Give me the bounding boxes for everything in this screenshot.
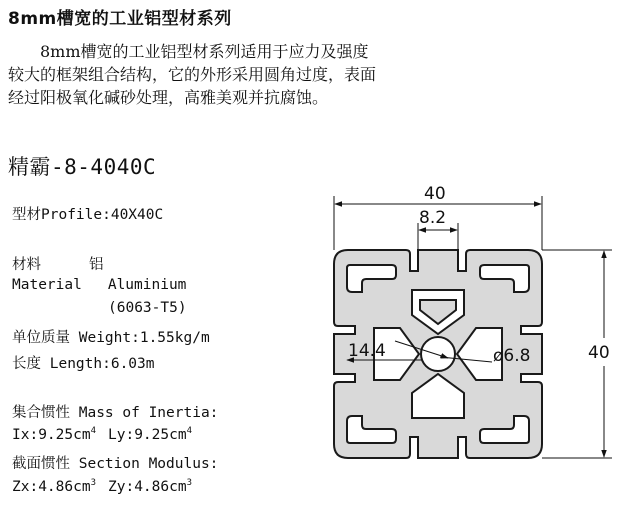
height-dim-label: 40 [588, 343, 610, 363]
zx-value: Zx:4.86cm [12, 479, 91, 495]
ix-exponent: 4 [90, 426, 96, 436]
zy-exponent: 3 [186, 478, 192, 488]
material-cn-label: 材料 [12, 257, 41, 273]
material-en-value: Aluminium [107, 277, 187, 293]
width-dim-label: 40 [424, 184, 446, 204]
ix-value: Ix:9.25cm [12, 427, 91, 443]
spec-weight: 单位质量 Weight:1.55kg/m [12, 330, 210, 346]
zy-value: Zy:4.86cm [108, 479, 187, 495]
material-en-label: Material [12, 277, 82, 293]
model-name: 精霸-8-4040C [8, 155, 157, 179]
center-hole [421, 337, 455, 371]
slot-dim-label: 8.2 [419, 208, 447, 228]
spec-inertia-label: 集合惯性 Mass of Inertia: [12, 405, 219, 421]
core-dim-label: 14.4 [348, 341, 386, 361]
hole-dim-label: ø6.8 [493, 346, 531, 366]
spec-profile: 型材Profile:40X40C [12, 207, 164, 223]
iy-exponent: 4 [186, 426, 192, 436]
spec-material-grade: (6063-T5) [108, 300, 187, 316]
spec-modulus-label: 截面惯性 Section Modulus: [12, 456, 219, 472]
description-text: 8mm槽宽的工业铝型材系列适用于应力及强度较大的框架组合结构，它的外形采用圆角过度，表面经过阳极氧化碱砂处理，高雅美观并抗腐蚀。 [8, 42, 377, 107]
spec-length: 长度 Length:6.03m [12, 356, 155, 372]
iy-value: Ly:9.25cm [108, 427, 187, 443]
material-cn-value: 铝 [89, 257, 104, 273]
zx-exponent: 3 [90, 478, 96, 488]
page-title: 8mm槽宽的工业铝型材系列 [8, 9, 232, 29]
